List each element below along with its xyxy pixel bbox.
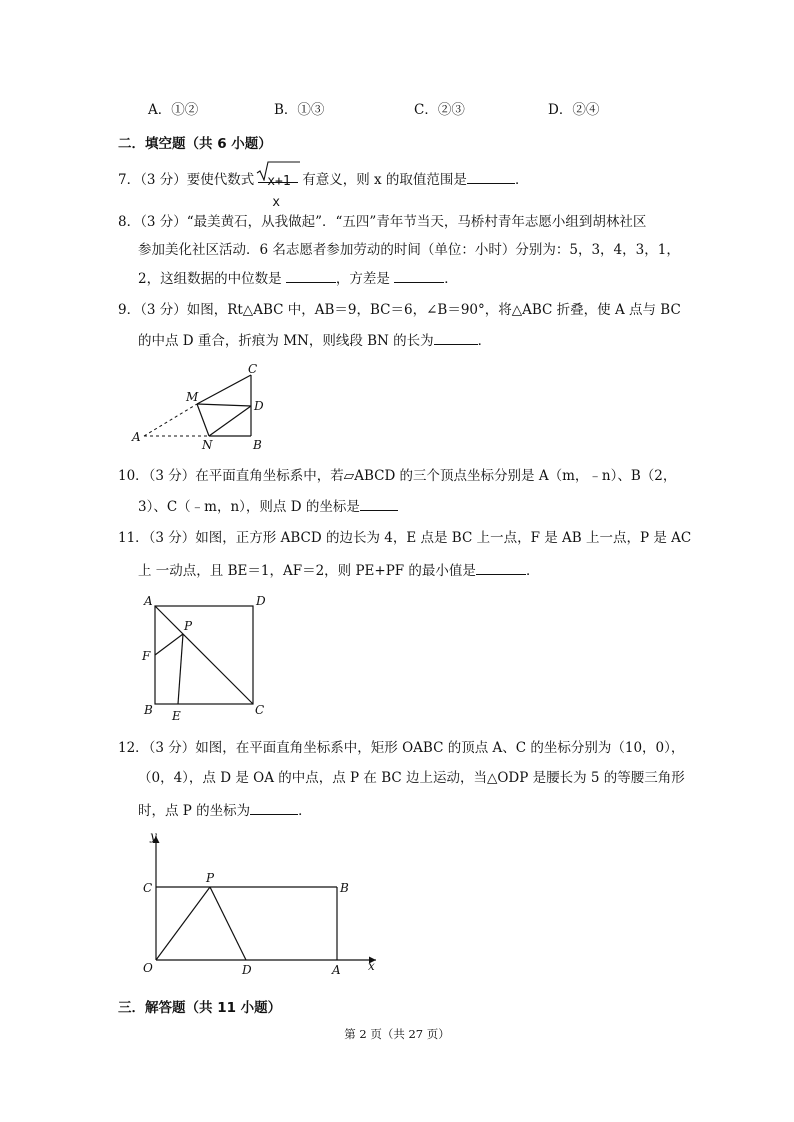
label-f: F	[142, 649, 151, 663]
answer-blank[interactable]	[250, 800, 298, 815]
label-p: P	[206, 871, 215, 885]
page-footer: 第 2 页（共 27 页）	[344, 1027, 450, 1041]
label-c: C	[143, 881, 153, 895]
segment-pd	[210, 887, 246, 960]
label-d: D	[254, 399, 264, 413]
question-9-line-2: 的中点 D 重合，折痕为 MN，则线段 BN 的长为 ．	[138, 330, 491, 351]
label-d: D	[256, 594, 266, 608]
q12-figure	[136, 826, 386, 978]
section-2-title: 二．填空题（共 6 小题）	[118, 136, 272, 152]
answer-blank-variance[interactable]	[394, 268, 444, 283]
answer-blank[interactable]	[476, 560, 526, 575]
label-x: x	[368, 959, 375, 973]
question-8-line-1: 8．（3 分）“最美黄石，从我做起”．“五四”青年节当天，马桥村青年志愿小组到胡林社区	[118, 214, 647, 230]
label-c: C	[248, 362, 258, 376]
q11-figure	[138, 590, 278, 725]
question-9-line-1: 9．（3 分）如图，Rt△ABC 中，AB＝9，BC＝6，∠B＝90°，将△ABC 折叠，使 A 点与 BC	[118, 302, 681, 318]
question-11-line-1: 11．（3 分）如图，正方形 ABCD 的边长为 4，E 点是 BC 上一点，F 是 AB 上一点，P 是 AC	[118, 530, 692, 546]
question-8-line-3: 2，这组数据的中位数是 ，方差是 ．	[138, 268, 458, 289]
label-p: P	[184, 619, 193, 633]
label-n: N	[202, 438, 213, 450]
segment-pe	[178, 634, 183, 704]
answer-blank[interactable]	[360, 496, 398, 511]
label-d: D	[242, 963, 252, 977]
segment-nd	[209, 406, 251, 436]
answer-blank[interactable]	[434, 330, 478, 345]
question-7: 7．（3 分）要使代数式 x+1 x 有意义，则 x 的取值范围是 ．	[118, 160, 528, 200]
question-12-line-2: （0，4），点 D 是 OA 的中点，点 P 在 BC 边上运动，当△ODP 是腰长为 5 的等腰三角形	[138, 770, 685, 786]
question-11-line-2: 上 一动点，且 BE＝1，AF＝2，则 PE+PF 的最小值是 ．	[138, 560, 539, 581]
dashed-am	[144, 404, 197, 436]
question-12-line-1: 12．（3 分）如图，在平面直角坐标系中，矩形 OABC 的顶点 A、C 的坐标分别为（10，0），	[118, 740, 685, 756]
option-c: C．②③	[414, 102, 465, 118]
label-c: C	[255, 703, 265, 717]
label-y: y	[150, 829, 157, 843]
section-3-title: 三．解答题（共 11 小题）	[118, 1000, 282, 1016]
label-e: E	[172, 709, 181, 723]
q7-numerator: x+1	[267, 173, 291, 189]
label-o: O	[143, 961, 153, 975]
question-8-line-2: 参加美化社区活动．6 名志愿者参加劳动的时间（单位：小时）分别为：5，3，4，3，1，	[138, 242, 680, 258]
question-10-line-1: 10．（3 分）在平面直角坐标系中，若▱ABCD 的三个顶点坐标分别是 A（m，﹣n）、B（2，	[118, 468, 677, 484]
answer-blank[interactable]	[467, 169, 515, 184]
q7-prefix: 7．（3 分）要使代数式	[118, 172, 255, 188]
q7-fraction	[256, 161, 300, 210]
segment-fp	[155, 634, 183, 655]
answer-blank-median[interactable]	[286, 268, 336, 283]
label-b: B	[340, 881, 349, 895]
diagonal-ac	[155, 606, 253, 704]
label-a: A	[144, 594, 153, 608]
label-a: A	[332, 963, 341, 977]
segment-cm	[197, 375, 251, 404]
question-10-line-2: 3）、C（﹣m，n），则点 D 的坐标是	[138, 496, 398, 517]
segment-op	[156, 887, 210, 960]
q7-suffix: 有意义，则 x 的取值范围是	[302, 172, 467, 188]
crease-mn	[197, 404, 209, 436]
question-12-line-3: 时，点 P 的坐标为 ．	[138, 800, 312, 821]
option-a: A．①②	[148, 102, 199, 118]
label-b: B	[144, 703, 153, 717]
label-m: M	[186, 390, 199, 404]
segment-md	[197, 404, 251, 406]
option-b: B．①③	[274, 102, 325, 118]
q7-denominator: x	[272, 194, 281, 210]
q6-options	[148, 100, 708, 122]
label-a: A	[132, 430, 141, 444]
option-d: D．②④	[548, 102, 600, 118]
label-b: B	[253, 438, 262, 450]
q9-figure	[130, 360, 280, 450]
